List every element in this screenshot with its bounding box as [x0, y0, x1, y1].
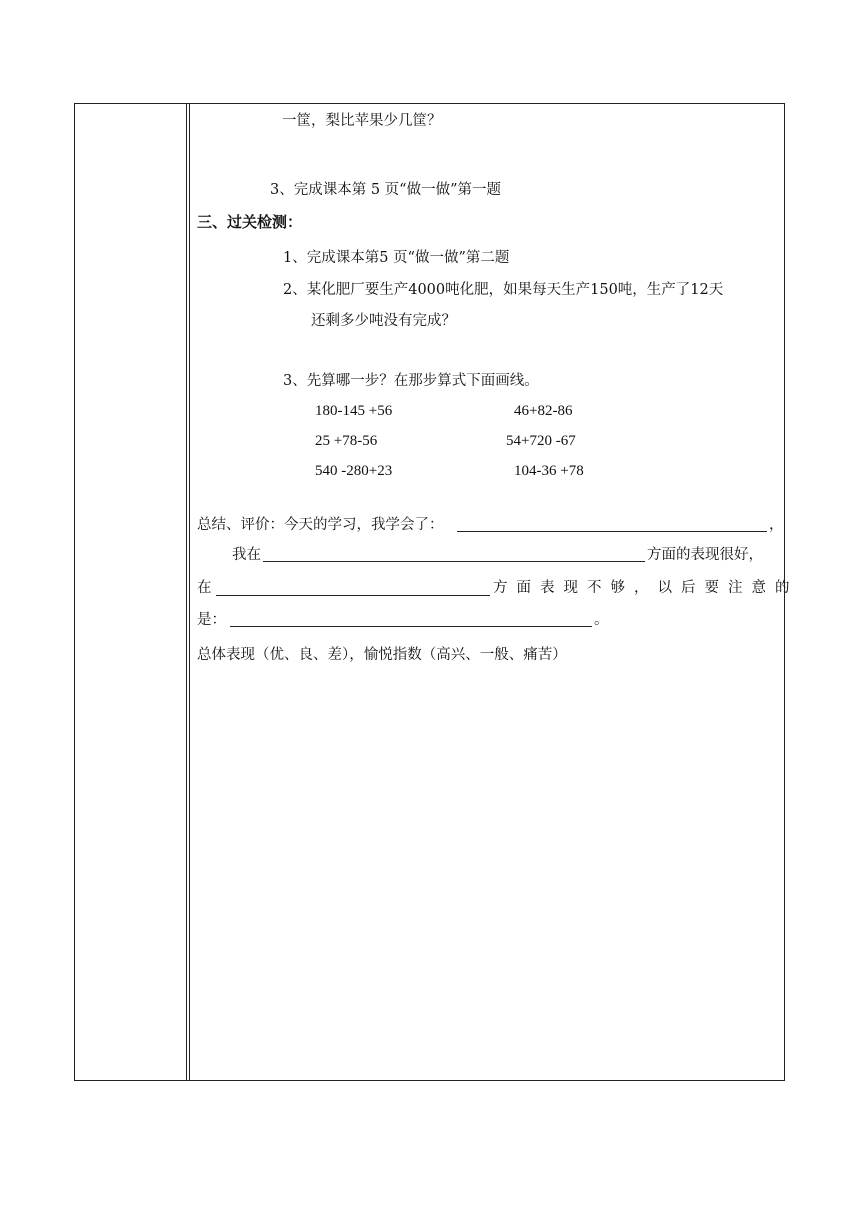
- overall-rating-line: 总体表现（优、良、差），愉悦指数（高兴、一般、痛苦）: [197, 647, 567, 663]
- summary-comma: ，: [769, 517, 784, 533]
- expression: 46+82-86: [514, 403, 573, 419]
- question-3: 3、先算哪一步？在那步算式下面画线。: [283, 373, 539, 389]
- summary-good-suffix: 方面的表现很好，: [647, 547, 763, 563]
- continued-question-text: 一筐，梨比苹果少几筐？: [282, 113, 442, 129]
- blank-line-attention: [230, 626, 592, 627]
- table-column-divider-inner: [189, 103, 190, 1081]
- blank-line-learned: [457, 531, 767, 532]
- expression: 180-145 +56: [315, 403, 393, 419]
- summary-attention-prefix: 是：: [197, 612, 226, 628]
- question-2-line-1: 2、某化肥厂要生产4000吨化肥，如果每天生产150吨，生产了12天: [283, 282, 724, 298]
- table-column-divider: [186, 103, 187, 1081]
- expression: 540 -280+23: [315, 463, 393, 479]
- expression: 54+720 -67: [506, 433, 576, 449]
- section-heading: 三、过关检测：: [197, 213, 303, 231]
- question-2-line-2: 还剩多少吨没有完成？: [311, 313, 456, 329]
- blank-line-lacking: [216, 595, 490, 596]
- question-1: 1、完成课本第5 页“做一做”第二题: [283, 250, 510, 266]
- summary-lacking-prefix: 在: [197, 580, 212, 596]
- summary-good-prefix: 我在: [232, 547, 261, 563]
- summary-prompt: 总结、评价：今天的学习，我学会了：: [197, 517, 444, 533]
- summary-period: 。: [594, 612, 609, 628]
- expression: 104-36 +78: [514, 463, 584, 479]
- summary-lacking-suffix: 方面表现不够，以后要注意的: [493, 580, 799, 596]
- blank-line-good: [263, 561, 645, 562]
- textbook-exercise-line: 3、完成课本第 5 页“做一做”第一题: [270, 182, 501, 198]
- expression: 25 +78-56: [315, 433, 378, 449]
